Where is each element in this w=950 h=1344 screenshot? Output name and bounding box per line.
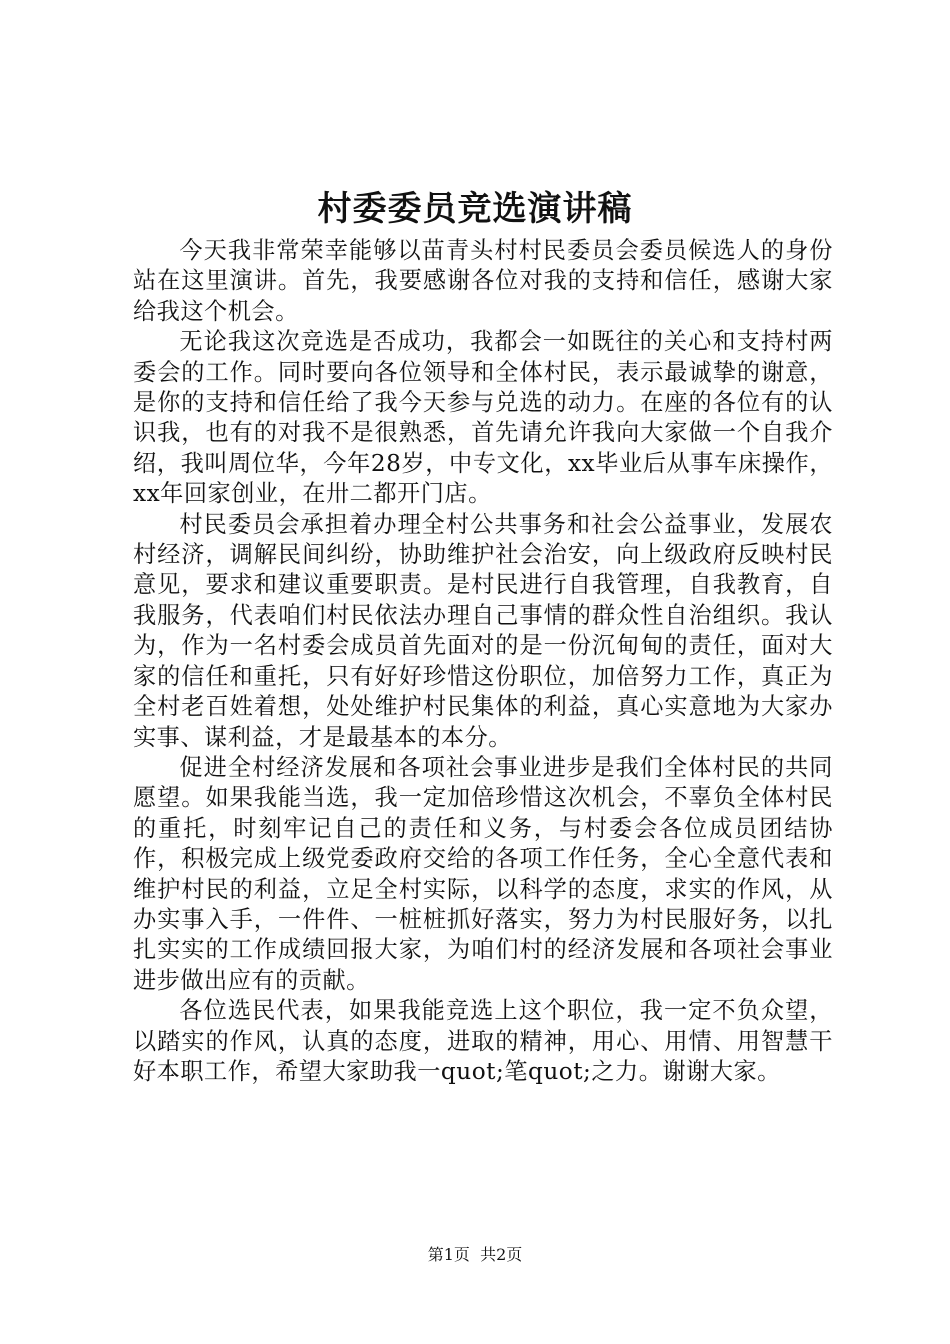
paragraph: 今天我非常荣幸能够以苗青头村村民委员会委员候选人的身份站在这里演讲。首先，我要感谢各位对我的支持和信任，感谢大家给我这个机会。: [133, 237, 833, 325]
paragraph: 无论我这次竞选是否成功，我都会一如既往的关心和支持村两委会的工作。同时要向各位领导和全体村民，表示最诚挚的谢意，是你的支持和信任给了我今天参与兑选的动力。在座的各位有的认识我，也有的对我不是很熟悉，首先请允许我向大家做一个自我介绍，我叫周位华，今年28岁，中专文化，xx毕业后从事车床操作，xx年回家创业，在卅二都开门店。: [133, 328, 833, 508]
document-title: 村委委员竞选演讲稿: [317, 189, 633, 229]
paragraph: 促进全村经济发展和各项社会事业进步是我们全体村民的共同愿望。如果我能当选，我一定加倍珍惜这次机会，不辜负全体村民的重托，时刻牢记自己的责任和义务，与村委会各位成员团结协作，积极完成上级党委政府交给的各项工作任务，全心全意代表和维护村民的利益，立足全村实际，以科学的态度，求实的作风，从办实事入手，一件件、一桩桩抓好落实，努力为村民服好务，以扎扎实实的工作成绩回报大家，为咱们村的经济发展和各项社会事业进步做出应有的贡献。: [133, 753, 833, 994]
document-body: [133, 236, 833, 1087]
page-number-footer: 第1页 共2页: [427, 1245, 523, 1264]
paragraph: 村民委员会承担着办理全村公共事务和社会公益事业，发展农村经济，调解民间纠纷，协助维护社会治安，向上级政府反映村民意见，要求和建议重要职责。是村民进行自我管理，自我教育，自我服务，代表咱们村民依法办理自己事情的群众性自治组织。我认为，作为一名村委会成员首先面对的是一份沉甸甸的责任，面对大家的信任和重托，只有好好珍惜这份职位，加倍努力工作，真正为全村老百姓着想，处处维护村民集体的利益，真心实意地为大家办实事、谋利益，才是最基本的本分。: [133, 510, 833, 751]
paragraph: 各位选民代表，如果我能竞选上这个职位，我一定不负众望，以踏实的作风，认真的态度，进取的精神，用心、用情、用智慧干好本职工作，希望大家助我一quot;笔quot;之力。谢谢大家。: [133, 997, 833, 1085]
